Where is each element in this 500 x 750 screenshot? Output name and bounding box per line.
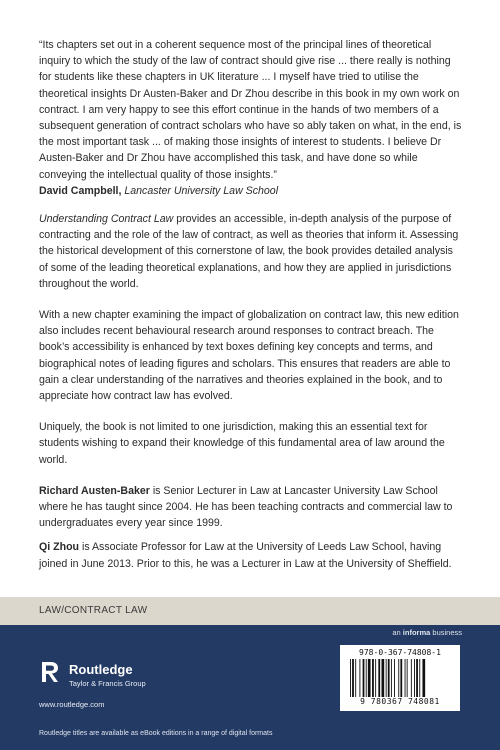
barcode-stripe xyxy=(363,659,365,697)
barcode-digits: 9 780367 748081 xyxy=(360,697,440,706)
barcode-stripe xyxy=(359,659,360,697)
informa-suffix: business xyxy=(430,628,462,637)
description-paragraph-3: Uniquely, the book is not limited to one jurisdiction, making this an essential text for students wishing to expand their knowledge of this fundamental area of law around the world. xyxy=(39,421,445,466)
barcode-stripe xyxy=(375,659,376,697)
barcode-stripe xyxy=(368,659,371,697)
barcode-stripe xyxy=(378,659,380,697)
description-1-text: provides an accessible, in-depth analysis of the purpose of contracting and the role of the law of contract, as well as theories that inform it. Assessing the historical development of this cornerstone of law, the book provides detailed analysis of some of the leading theoretical explanations, and how they are applied in jurisdictions throughout the world. xyxy=(39,213,459,290)
category-label: LAW/CONTRACT LAW xyxy=(39,605,148,616)
back-cover-text xyxy=(39,37,463,580)
author-bio-2 xyxy=(39,539,463,571)
author-bio-1-text: is Senior Lecturer in Law at Lancaster University Law School where he has taught since 2004. He has been teaching contracts and commercial law to undergraduates every year since 1999. xyxy=(39,484,453,530)
ebook-note: Routledge titles are available as eBook editions in a range of digital formats xyxy=(39,730,273,737)
barcode-stripe xyxy=(416,659,418,697)
author-bio-2-text: is Associate Professor for Law at the University of Leeds Law School, having joined in June 2013. Prior to this, he was a Lecturer in Law at the University of Sheffield. xyxy=(39,541,452,570)
barcode-stripe xyxy=(350,659,351,697)
barcode-bars xyxy=(350,659,450,697)
barcode-stripe xyxy=(400,659,402,697)
barcode-stripe xyxy=(407,659,408,697)
barcode-stripe xyxy=(405,659,406,697)
routledge-r-icon xyxy=(39,660,61,684)
barcode-stripe xyxy=(386,659,387,697)
publisher-name: Routledge xyxy=(69,662,133,677)
barcode-stripe xyxy=(355,659,356,697)
endorsement-quote xyxy=(39,37,463,199)
author-name-1: Richard Austen-Baker xyxy=(39,484,150,497)
barcode-stripe xyxy=(372,659,374,697)
category-band xyxy=(0,597,500,625)
quote-affiliation: Lancaster University Law School xyxy=(124,184,279,197)
publisher-url[interactable]: www.routledge.com xyxy=(39,700,105,709)
quote-attribution xyxy=(39,183,463,199)
barcode-stripe xyxy=(398,659,399,697)
barcode-stripe xyxy=(414,659,415,697)
description-paragraph-1 xyxy=(39,211,463,292)
barcode-stripe xyxy=(388,659,390,697)
isbn-label: 978-0-367-74808-1 xyxy=(359,648,441,657)
barcode-stripe xyxy=(391,659,392,697)
barcode-stripe xyxy=(394,659,395,697)
informa-prefix: an xyxy=(392,628,403,637)
description-paragraph-2: With a new chapter examining the impact of globalization on contract law, this new edition also includes recent behavioural research around responses to contract breach. The book’s accessibility is enhanced by text boxes defining key concepts and terms, and biographical notes of leading figures and scholars. This ensures that readers are able to gain a clear understanding of the narratives and theories explained in the book, and to appreciate how contract law has evolved. xyxy=(39,309,459,403)
informa-brand: informa xyxy=(402,628,431,637)
barcode-stripe xyxy=(411,659,412,697)
barcode-stripe xyxy=(419,659,420,697)
publisher-footer xyxy=(0,625,500,750)
book-title-inline: Understanding Contract Law xyxy=(39,213,174,226)
barcode-stripe xyxy=(422,659,425,697)
author-name-2: Qi Zhou xyxy=(39,541,80,554)
isbn-barcode xyxy=(340,645,460,711)
barcode-stripe xyxy=(352,659,354,697)
author-bio-1 xyxy=(39,483,463,532)
publisher-subtitle: Taylor & Francis Group xyxy=(69,679,146,688)
quote-text: “Its chapters set out in a coherent sequence most of the principal lines of theoretical inquiry to which the study of the law of contract should give rise ... there really is nothing for students like these chapters in UK literature ... I myself have tried to utilise the theoretical insights Dr Austen-Baker and Dr Zhou describe in this book in my own work on contract. I am very happy to see this effort continue in the hands of two members of a subsequent generation of contract scholars who have so ably taken on what, in the end, is the most important task ... of making those insights of interest to students. I believe Dr Austen-Baker and Dr Zhou have accomplished this task, and have done so while conveying the intellectual quality of those insights.” xyxy=(39,39,462,181)
quote-author: David Campbell, xyxy=(39,184,122,197)
barcode-stripe xyxy=(366,659,367,697)
barcode-stripe xyxy=(382,659,385,697)
informa-business-label xyxy=(392,628,462,637)
